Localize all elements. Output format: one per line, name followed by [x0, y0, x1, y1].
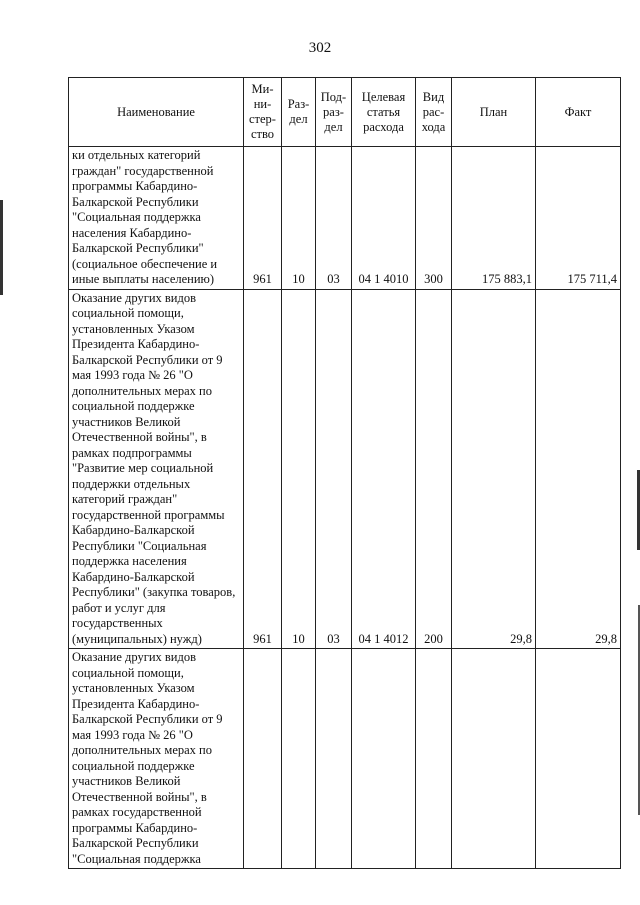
header-fact: Факт [536, 78, 621, 147]
page-number: 302 [308, 40, 332, 56]
cell-name: ки отдельных категорий граждан" государственной программы Кабардино-Балкарской Республики "Социальная поддержка населения Кабардино-Балкарской Республики" (социальное обеспечение и иные выплаты населению) [69, 147, 244, 290]
cell-expense-type: 200 [416, 289, 452, 649]
header-section: Раз- дел [282, 78, 316, 147]
cell-fact: 29,8 [536, 289, 621, 649]
cell-target [352, 649, 416, 869]
cell-plan: 175 883,1 [452, 147, 536, 290]
cell-section [282, 649, 316, 869]
header-name: Наименование [69, 78, 244, 147]
table-row [69, 649, 621, 869]
cell-section: 10 [282, 147, 316, 290]
header-target: Целевая статья расхода [352, 78, 416, 147]
cell-fact: 175 711,4 [536, 147, 621, 290]
cell-subsection [316, 649, 352, 869]
budget-table [68, 77, 621, 869]
cell-subsection: 03 [316, 147, 352, 290]
cell-subsection: 03 [316, 289, 352, 649]
table-header-row [69, 78, 621, 147]
header-ministry: Ми- ни- стер- ство [244, 78, 282, 147]
cell-target: 04 1 4010 [352, 147, 416, 290]
scan-edge-mark [0, 200, 3, 295]
cell-name: Оказание других видов социальной помощи, установленных Указом Президента Кабардино-Балкарской Республики от 9 мая 1993 года № 26 "О дополнительных мерах по социальной поддержке участников Великой Отечественной войны", в рамках государственной программы Кабардино-Балкарской Республики "Социальная поддержка [69, 649, 244, 869]
cell-ministry [244, 649, 282, 869]
cell-plan [452, 649, 536, 869]
cell-name: Оказание других видов социальной помощи, установленных Указом Президента Кабардино-Балкарской Республики от 9 мая 1993 года № 26 "О дополнительных мерах по социальной поддержке участников Великой Отечественной войны", в рамках подпрограммы "Развитие мер социальной поддержки отдельных категорий граждан" государственной программы Кабардино-Балкарской Республики "Социальная поддержка населения Кабардино-Балкарской Республики" (закупка товаров, работ и услуг для государственных (муниципальных) нужд) [69, 289, 244, 649]
cell-section: 10 [282, 289, 316, 649]
cell-target: 04 1 4012 [352, 289, 416, 649]
cell-ministry: 961 [244, 289, 282, 649]
cell-expense-type [416, 649, 452, 869]
header-expense-type: Вид рас- хода [416, 78, 452, 147]
cell-plan: 29,8 [452, 289, 536, 649]
table-row [69, 289, 621, 649]
header-subsection: Под- раз- дел [316, 78, 352, 147]
table-row [69, 147, 621, 290]
cell-fact [536, 649, 621, 869]
cell-ministry: 961 [244, 147, 282, 290]
cell-expense-type: 300 [416, 147, 452, 290]
header-plan: План [452, 78, 536, 147]
